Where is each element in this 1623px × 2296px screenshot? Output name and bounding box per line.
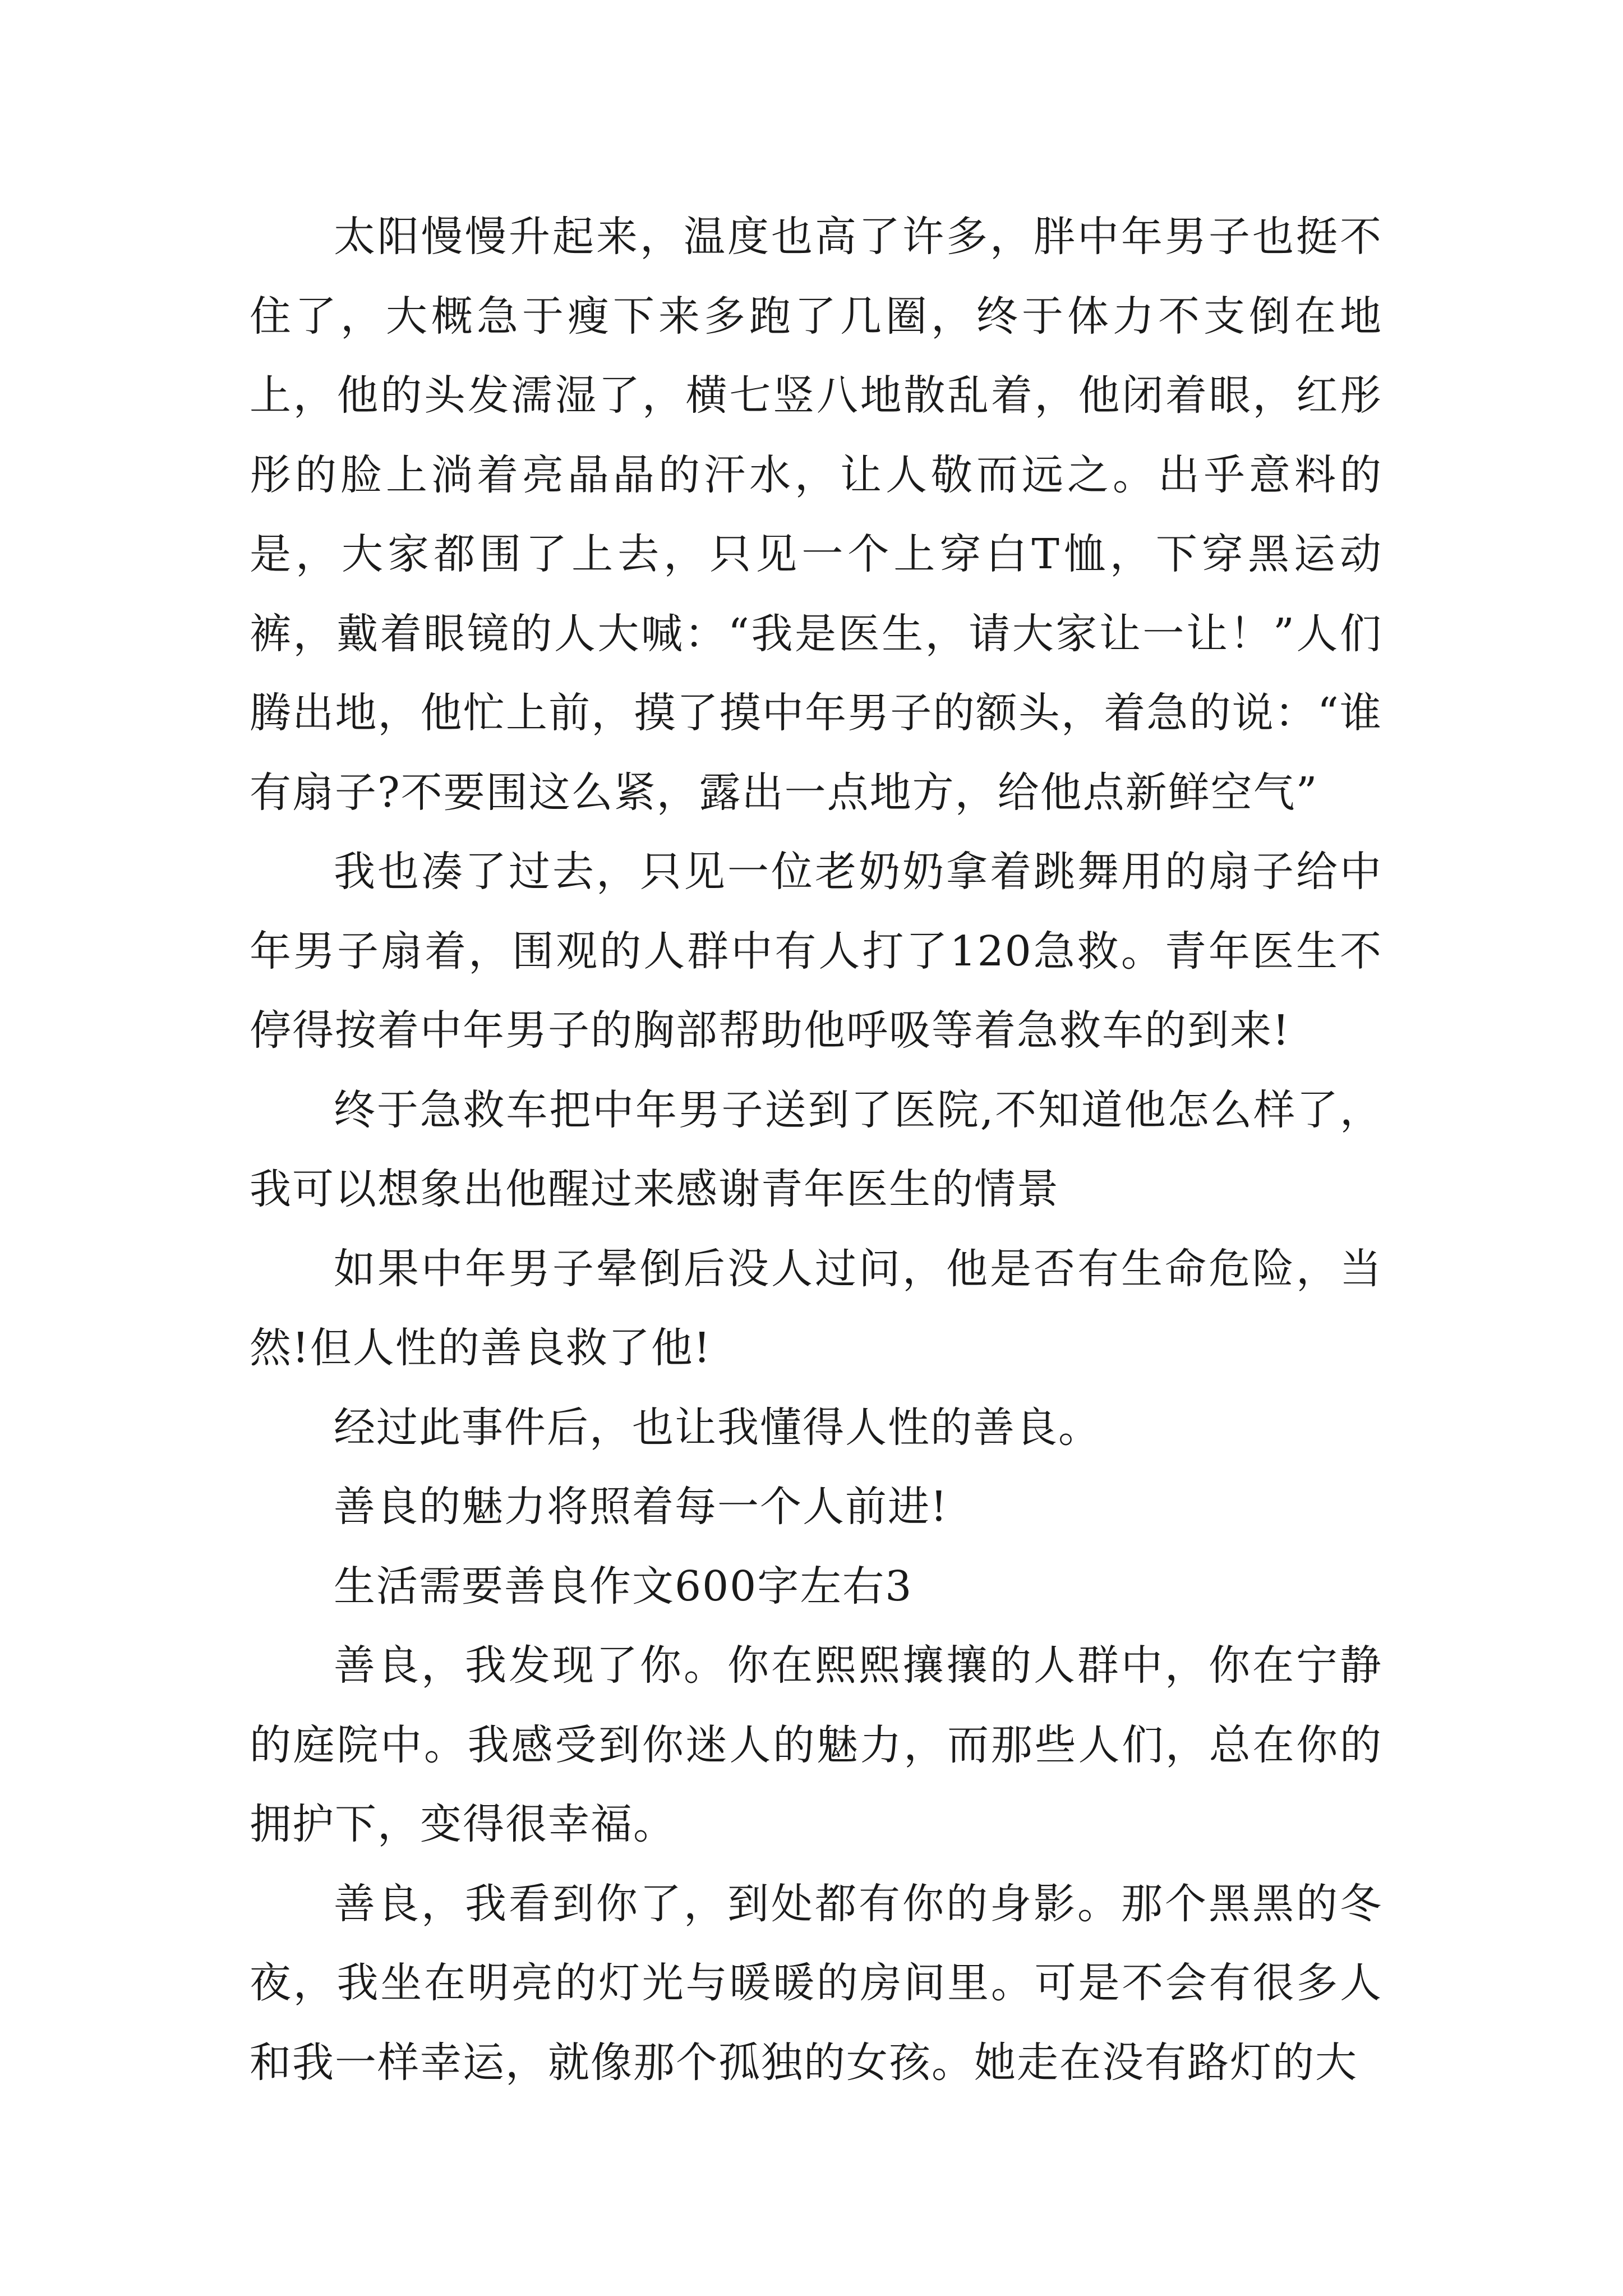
paragraph-collapse: 太阳慢慢升起来，温度也高了许多，胖中年男子也挺不住了，大概急于瘦下来多跑了几圈，终于体力不支倒在地上，他的头发濡湿了，横七竖八地散乱着，他闭着眼，红彤彤的脸上淌着亮晶晶的汗水，让人敬而远之。出乎意料的是，大家都围了上去，只见一个上穿白T恤，下穿黑运动裤，戴着眼镜的人大喊：“我是医生，请大家让一让！”人们腾出地，他忙上前，摸了摸中年男子的额头，着急的说：“谁有扇子?不要围这么紧，露出一点地方，给他点新鲜空气” bbox=[250, 213, 1382, 817]
paragraph-lesson: 经过此事件后，也让我懂得人性的善良。 bbox=[334, 1403, 1101, 1452]
paragraph-ambulance: 终于急救车把中年男子送到了医院,不知道他怎么样了，我可以想象出他醒过来感谢青年医生的情景 bbox=[250, 1085, 1382, 1213]
paragraph-onlookers: 我也凑了过去，只见一位老奶奶拿着跳舞用的扇子给中年男子扇着，围观的人群中有人打了120急救。青年医生不停得按着中年男子的胸部帮助他呼吸等着急救车的到来! bbox=[250, 848, 1382, 1055]
document-body bbox=[250, 197, 1382, 2102]
paragraph-charm: 善良的魅力将照着每一个人前进! bbox=[334, 1483, 948, 1531]
paragraph-discover: 善良，我发现了你。你在熙熙攘攘的人群中，你在宁静的庭院中。我感受到你迷人的魅力，而那些人们，总在你的拥护下，变得很幸福。 bbox=[250, 1641, 1382, 1848]
paragraph-winter-night: 善良，我看到你了，到处都有你的身影。那个黑黑的冬夜，我坐在明亮的灯光与暖暖的房间里。可是不会有很多人和我一样幸运，就像那个孤独的女孩。她走在没有路灯的大 bbox=[250, 1879, 1382, 2087]
paragraph-question: 如果中年男子晕倒后没人过问，他是否有生命危险，当然!但人性的善良救了他! bbox=[250, 1244, 1382, 1372]
essay-heading: 生活需要善良作文600字左右3 bbox=[334, 1562, 913, 1611]
